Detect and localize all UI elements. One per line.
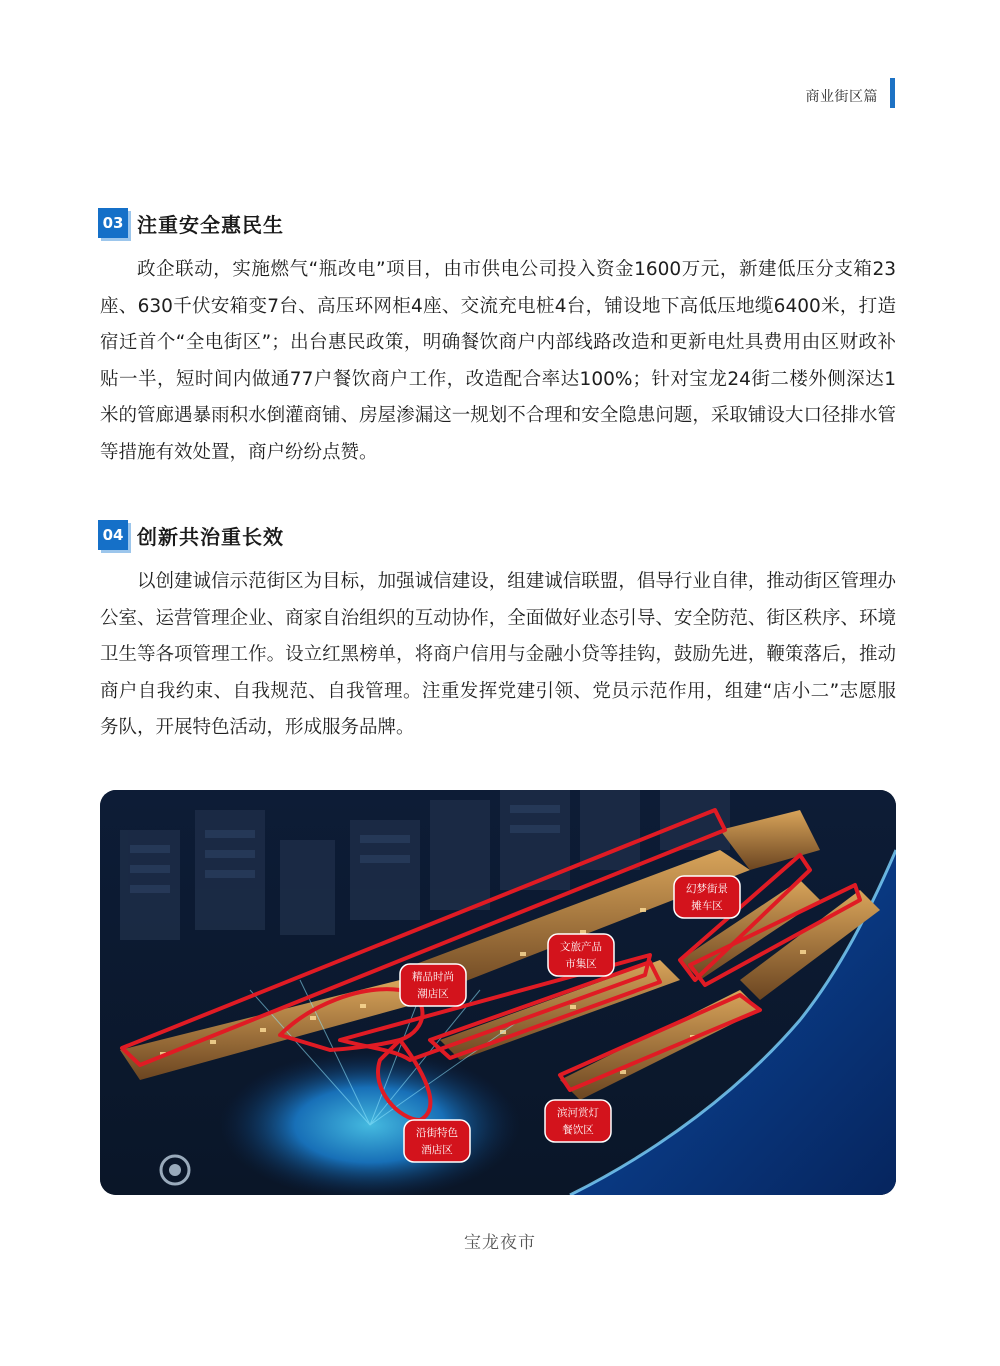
svg-text:市集区: 市集区	[565, 958, 597, 970]
section-heading-03	[98, 206, 284, 240]
section-body-paragraph-04: 以创建诚信示范街区为目标，加强诚信建设，组建诚信联盟，倡导行业自律，推动街区管理办公室、运营管理企业、商家自治组织的互动协作，全面做好业态引导、安全防范、街区秩序、环境卫生等各项管理工作。设立红黑榜单，将商户信用与金融小贷等挂钩，鼓励先进，鞭策落后，推动商户自我约束、自我规范、自我管理。注重发挥党建引领、党员示范作用，组建“店小二”志愿服务队，开展特色活动，形成服务品牌。	[100, 571, 896, 738]
svg-text:幻梦街景: 幻梦街景	[686, 883, 728, 895]
svg-text:潮店区: 潮店区	[417, 988, 449, 1000]
svg-text:滨河赏灯: 滨河赏灯	[557, 1107, 599, 1119]
section-title: 创新共治重长效	[137, 524, 284, 549]
running-header-section-name: 商业街区篇	[805, 89, 878, 105]
svg-text:沿街特色: 沿街特色	[416, 1127, 458, 1139]
section-number-badge: 04	[98, 520, 128, 550]
running-header-accent-bar	[890, 78, 895, 108]
zone-label-fashion	[400, 964, 466, 1006]
svg-text:精品时尚: 精品时尚	[412, 971, 454, 983]
section-body-paragraph-03: 政企联动，实施燃气“瓶改电”项目，由市供电公司投入资金1600万元，新建低压分支箱23座、630千伏安箱变7台、高压环网柜4座、交流充电桩4台，铺设地下高低压地缆6400米，打造宿迁首个“全电街区”；出台惠民政策，明确餐饮商户内部线路改造和更新电灶具费用由区财政补贴一半，短时间内做通77户餐饮商户工作，改造配合率达100%；针对宝龙24街二楼外侧深达1米的管廊遇暴雨积水倒灌商铺、房屋渗漏这一规划不合理和安全隐患问题，采取铺设大口径排水管等措施有效处置，商户纷纷点赞。	[100, 259, 896, 463]
night-market-aerial-photo	[100, 790, 896, 1195]
section-number-badge: 03	[98, 208, 128, 238]
section-heading-04	[98, 518, 284, 552]
zone-label-hotel	[404, 1120, 470, 1162]
svg-text:文旅产品: 文旅产品	[560, 941, 602, 953]
zone-label-dream-street	[674, 876, 740, 918]
zone-label-riverside-dining	[545, 1100, 611, 1142]
zone-label-cultural-market	[548, 934, 614, 976]
svg-text:餐饮区: 餐饮区	[562, 1124, 594, 1136]
svg-text:酒店区: 酒店区	[421, 1144, 453, 1156]
section-title: 注重安全惠民生	[137, 212, 284, 237]
svg-text:摊车区: 摊车区	[691, 900, 723, 912]
photo-caption: 宝龙夜市	[464, 1233, 536, 1253]
